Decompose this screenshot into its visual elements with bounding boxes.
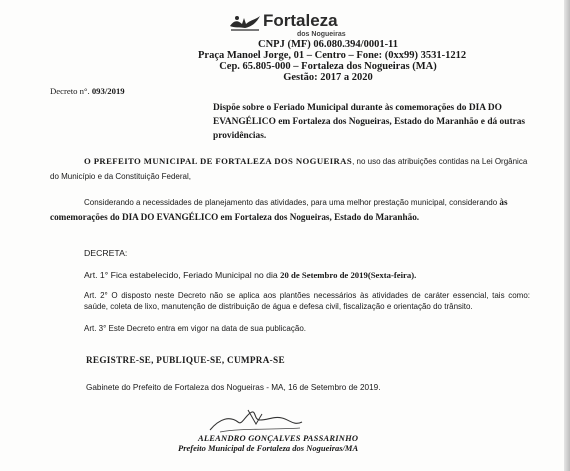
article-1-text: Art. 1° Fica estabelecido, Feriado Municipal no dia (84, 270, 281, 280)
considering-bold: às comemorações do DIA DO EVANGÉLICO em Fortaleza dos Nogueiras, Estado do Maranhão. (50, 197, 508, 222)
signatory-title: Prefeito Municipal de Fortaleza dos Nogueiras/MA (178, 443, 359, 453)
decree-label: Decreto n°. (50, 86, 90, 96)
logo-name: Fortaleza (263, 11, 338, 30)
preamble (50, 154, 530, 184)
article-1 (84, 270, 416, 281)
ementa (213, 101, 529, 143)
ementa-part2: DIA DO EVANGÉLICO (213, 103, 502, 127)
page-edge-shadow (564, 0, 570, 471)
considering-plain: Considerando a necessidades de planejamento das atividades, para uma melhor prestação municipal, considerando (84, 198, 500, 207)
ementa-part1: Dispõe sobre o Feriado Municipal durante às comemorações do (213, 103, 469, 113)
article-1-date: 20 de Setembro de 2019(Sexta-feira). (280, 270, 417, 280)
article-3: Art. 3° Este Decreto entra em vigor na data de sua publicação. (84, 324, 306, 333)
considering (50, 195, 530, 224)
decreta-heading: DECRETA: (84, 248, 128, 258)
ementa-part3: em Fortaleza dos Nogueiras, Estado do Maranhão e dá outras providências. (213, 117, 526, 141)
header-cnpj: CNPJ (MF) 06.080.394/0001-11 (258, 39, 398, 50)
article-2: Art. 2° O disposto neste Decreto não se aplica aos plantões necessários às atividades de caráter essencial, tais como: saúde, coleta de lixo, manutenção de distribuição de água e defesa civil, fiscalização e orientação do trânsito. (84, 291, 530, 311)
registre-line: REGISTRE-SE, PUBLIQUE-SE, CUMPRA-SE (86, 355, 285, 365)
logo-sub: dos Nogueiras (297, 31, 346, 38)
preamble-rest: , no uso das atribuições contidas na Lei Orgânica do Município e da Constituição Federal, (50, 157, 528, 181)
signatory-name: ALEANDRO GONÇALVES PASSARINHO (198, 433, 359, 443)
decree-number (50, 86, 125, 97)
preamble-title: O PREFEITO MUNICIPAL DE FORTALEZA DOS NOGUEIRAS (84, 156, 353, 166)
gabinete-line: Gabinete do Prefeito de Fortaleza dos Nogueiras - MA, 16 de Setembro de 2019. (86, 383, 381, 392)
decree-value: 093/2019 (91, 86, 125, 96)
header-cep: Cep. 65.805-000 – Fortaleza dos Nogueiras (MA) (219, 61, 437, 72)
header-address: Praça Manoel Jorge, 01 – Centro – Fone: (0xx99) 3531-1212 (198, 50, 467, 61)
bird-icon (228, 12, 262, 36)
header-gestao: Gestão: 2017 a 2020 (283, 72, 373, 83)
